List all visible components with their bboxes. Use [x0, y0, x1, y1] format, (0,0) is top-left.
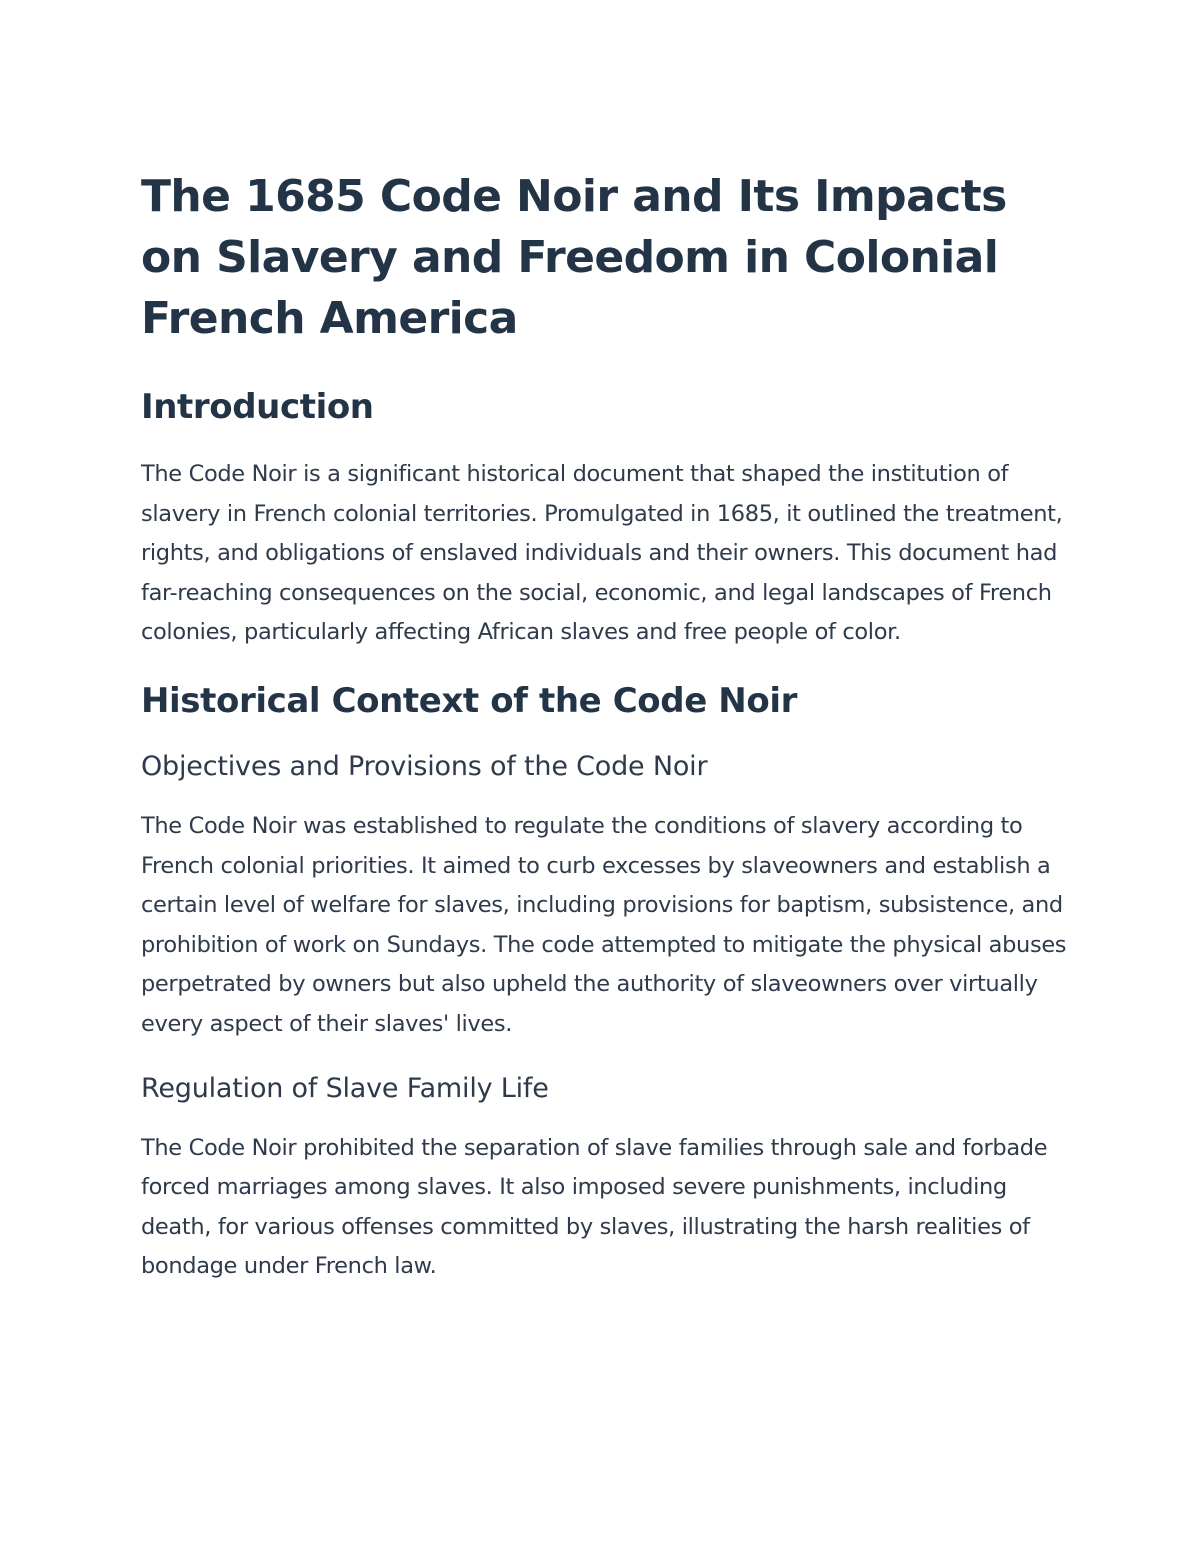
introduction-paragraph: The Code Noir is a significant historical document that shaped the institution of slavery in French colonial territories. Promulgated in 1685, it outlined the treatment, rights, and obligations of enslaved individuals and their owners. This document had far-reaching consequences on the social, economic, and legal landscapes of French colonies, particularly affecting African slaves and free people of color. — [141, 461, 1063, 646]
subsection-heading-objectives: Objectives and Provisions of the Code Noir — [141, 750, 708, 782]
objectives-paragraph: The Code Noir was established to regulate the conditions of slavery according to French colonial priorities. It aimed to curb excesses by slaveowners and establish a certain level of welfare for slaves, including provisions for baptism, subsistence, and prohibition of work on Sundays. The code attempted to mitigate the physical abuses perpetrated by owners but also upheld the authority of slaveowners over virtually every aspect of their slaves' lives. — [141, 812, 1067, 1037]
document-title: The 1685 Code Noir and Its Impacts on Slavery and Freedom in Colonial French America — [141, 171, 1007, 344]
document-page — [141, 166, 1071, 1313]
subsection-heading-family-life: Regulation of Slave Family Life — [141, 1072, 549, 1104]
section-heading-historical-context: Historical Context of the Code Noir — [141, 680, 797, 721]
family-life-paragraph: The Code Noir prohibited the separation of slave families through sale and forbade forced marriages among slaves. It also imposed severe punishments, including death, for various offenses committed by slaves, illustrating the harsh realities of bondage under French law. — [141, 1134, 1048, 1280]
section-heading-introduction: Introduction — [141, 387, 374, 427]
